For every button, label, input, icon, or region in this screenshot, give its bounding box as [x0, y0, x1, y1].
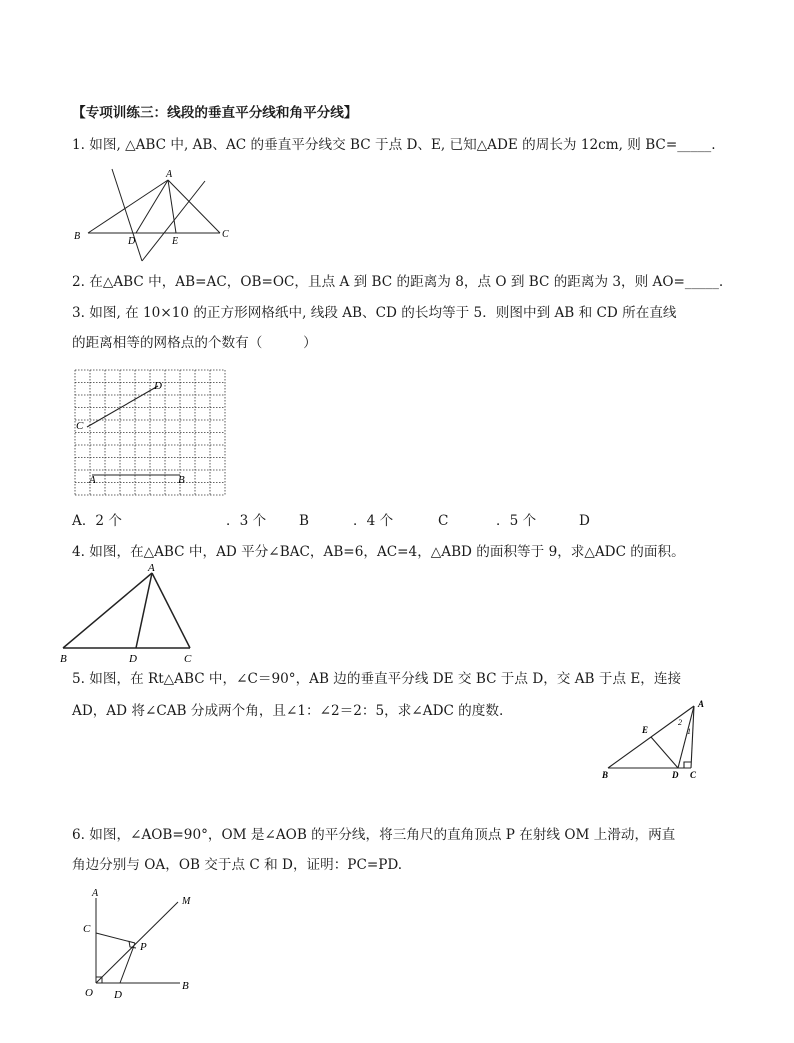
q6-label-B: B	[182, 980, 189, 992]
question-2-text: 2. 在△ABC 中，AB=AC，OB=OC，且点 A 到 BC 的距离为 8，点 O 到 BC 的距离为 3，则 AO=_____.	[72, 274, 724, 290]
q5-label-1: 1	[687, 727, 691, 736]
q4-label-C: C	[184, 653, 192, 665]
question-5-figure	[598, 696, 710, 780]
q3-option-B: B	[299, 513, 309, 529]
q3-option-C: C	[438, 513, 449, 529]
question-6-text-line1: 6. 如图，∠AOB=90°，OM 是∠AOB 的平分线，将三角尺的直角顶点 P 在射线 OM 上滑动，两直	[72, 827, 676, 843]
q5-label-2: 2	[678, 718, 682, 727]
q6-label-O: O	[85, 987, 93, 999]
q1-label-A: A	[166, 169, 173, 180]
q4-label-B: B	[60, 653, 67, 665]
q3-option-A: A．2 个	[72, 513, 122, 529]
q3-option-3: ．3 个	[226, 513, 267, 529]
q6-label-C: C	[83, 923, 91, 935]
q5-label-A: A	[698, 699, 705, 709]
question-1-text: 1. 如图, △ABC 中, AB、AC 的垂直平分线交 BC 于点 D、E, 已知△ADE 的周长为 12cm, 则 BC=_____.	[72, 137, 716, 153]
question-6-text-line2: 角边分别与 OA，OB 交于点 C 和 D，证明：PC=PD.	[72, 857, 403, 873]
question-3-text-line1: 3. 如图, 在 10×10 的正方形网格纸中, 线段 AB、CD 的长均等于 5．则图中到 AB 和 CD 所在直线	[72, 305, 677, 321]
q6-label-D: D	[114, 989, 122, 1001]
q5-label-E: E	[642, 725, 649, 735]
q1-label-B: B	[74, 231, 81, 242]
question-5-text-line2: AD，AD 将∠CAB 分成两个角，且∠1：∠2＝2：5，求∠ADC 的度数.	[72, 703, 504, 719]
question-4-figure	[56, 560, 206, 666]
question-3-text-line2: 的距离相等的网格点的个数有（ ）	[72, 335, 317, 351]
section-title: 【专项训练三：线段的垂直平分线和角平分线】	[72, 105, 358, 121]
q5-label-C: C	[690, 770, 697, 780]
q3-label-A: A	[89, 474, 96, 486]
q5-label-D: D	[672, 770, 679, 780]
q3-label-C: C	[76, 420, 84, 432]
q6-label-M: M	[182, 896, 191, 907]
q3-option-D: D	[579, 513, 590, 529]
q3-label-B: B	[178, 474, 185, 486]
q4-label-A: A	[148, 562, 155, 574]
question-3-grid-figure	[72, 366, 228, 498]
q1-label-C: C	[222, 229, 229, 240]
q1-label-D: D	[128, 236, 136, 247]
question-6-figure	[78, 886, 208, 1006]
question-1-figure	[70, 163, 240, 263]
question-4-text: 4. 如图，在△ABC 中，AD 平分∠BAC，AB=6，AC=4，△ABD 的面积等于 9，求△ADC 的面积。	[72, 544, 685, 560]
q6-label-P: P	[140, 941, 147, 953]
q3-label-D: D	[154, 380, 162, 392]
q5-label-B: B	[602, 770, 609, 780]
q6-label-A: A	[92, 888, 99, 899]
q4-label-D: D	[129, 653, 137, 665]
q3-option-4: ．4 个	[353, 513, 394, 529]
question-5-text-line1: 5. 如图，在 Rt△ABC 中，∠C＝90°，AB 边的垂直平分线 DE 交 BC 于点 D，交 AB 于点 E，连接	[72, 671, 682, 687]
q1-label-E: E	[172, 236, 179, 247]
q3-option-5: ．5 个	[496, 513, 537, 529]
